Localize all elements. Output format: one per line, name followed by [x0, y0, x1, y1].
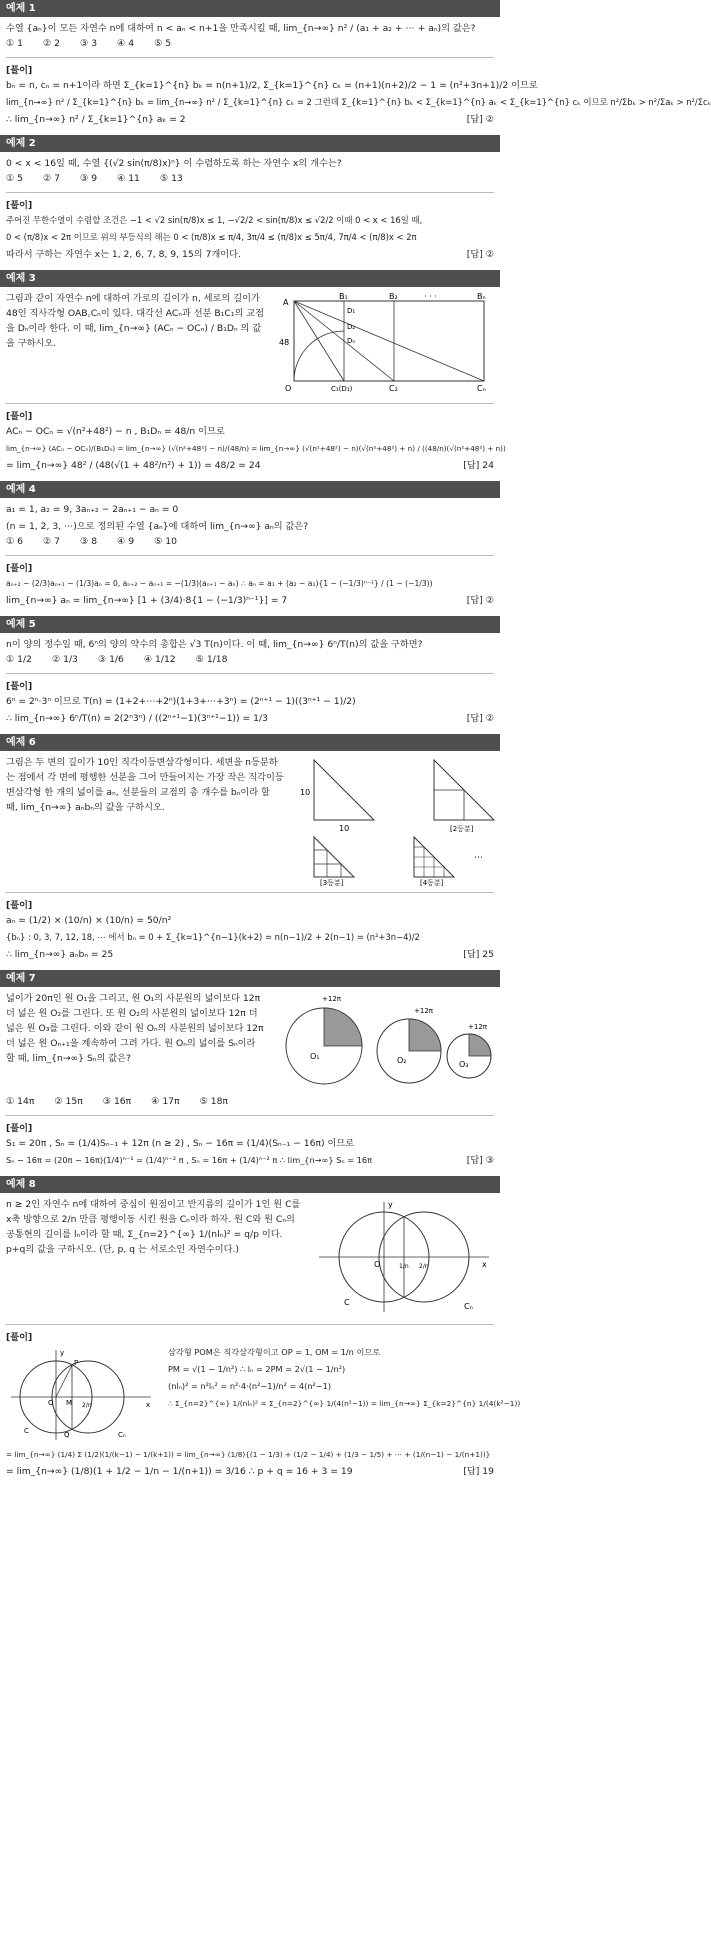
example-8-solution-figure — [0, 1343, 162, 1445]
solution-line: 삼각형 POM은 직각삼각형이고 OP = 1, OM = 1/n 이므로 — [168, 1347, 381, 1357]
solution-line: ∴ lim_{n→∞} 6ⁿ/T(n) = 2(2ⁿ3ⁿ) / ((2ⁿ⁺¹−1)(3ⁿ⁺¹−1)) = 1/3 — [6, 713, 268, 724]
example-8-solution-body — [0, 1343, 521, 1445]
label-plus: +12π — [468, 1023, 487, 1031]
solution-line: 따라서 구하는 자연수 x는 1, 2, 6, 7, 8, 9, 15의 7개이다. — [6, 249, 241, 260]
choice: ⑤ 5 — [154, 38, 172, 49]
label-o: O — [285, 384, 292, 393]
solution-line: aₙ = (1/2) × (10/n) × (10/n) = 50/n² — [6, 915, 172, 926]
choice: ③ 9 — [80, 173, 98, 184]
label-2n: 2/n — [419, 1263, 429, 1270]
label-y: y — [388, 1200, 393, 1209]
label-2n: 2/n — [82, 1402, 92, 1409]
solution-line: bₙ = n, cₙ = n+1이라 하면 Σ_{k=1}^{n} bₖ = n(n+1)/2, Σ_{k=1}^{n} cₖ = (n+1)(n+2)/2 − 1 = (n²+3n+1)/2 이므로 — [6, 80, 538, 91]
solution-final-row — [0, 1151, 500, 1168]
label-o: O — [48, 1399, 54, 1407]
example-4-choices — [0, 534, 500, 551]
label-o: O — [374, 1260, 381, 1269]
solution-heading: [풀이] — [6, 900, 33, 911]
solution-line: PM = √(1 − 1/n²) ∴ lₙ = 2PM = 2√(1 − 1/n²) — [168, 1364, 346, 1374]
answer-label: [답] ③ — [466, 1155, 494, 1166]
example-7-figure — [274, 987, 500, 1094]
example-7-body — [0, 987, 500, 1094]
choice: ① 5 — [6, 173, 24, 184]
example-3-question: 그림과 같이 자연수 n에 대하여 가로의 길이가 n, 세로의 길이가 48인 직사각형 OAB꜀Cₙ이 있다. 대각선 ACₙ과 선분 B₁C₁의 교점을 Dₙ이라 한다. 이 때, lim_{n→∞} (ACₙ − OCₙ) / B₁Dₙ 의 값을 구하시오. — [6, 293, 265, 349]
label-3-part: [3등분] — [320, 879, 344, 887]
solution-line: (nlₙ)² = n²lₙ² = n²·4·(n²−1)/n² = 4(n²−1) — [168, 1381, 332, 1391]
solution-line: = lim_{n→∞} (1/4) Σ (1/2)(1/(k−1) − 1/(k+1)) = lim_{n→∞} (1/8){(1 − 1/3) + (1/2 − 1/4) + (1/3 − 1/5) + ⋯ + (1/(n−1) − 1/(n+1))} — [6, 1450, 491, 1459]
solution-line: lim_{n→∞} n² / Σ_{k=1}^{n} bₖ = lim_{n→∞} n² / Σ_{k=1}^{n} cₖ = 2 그런데 Σ_{k=1}^{n} bₖ < Σ_{k=1}^{n} aₖ < Σ_{k=1}^{n} cₖ 이므로 n²/Σbₖ > n²/Σaₖ > n²/Σcₖ — [6, 97, 711, 107]
example-1-question: 수열 {aₙ}이 모든 자연수 n에 대하여 n < aₙ < n+1을 만족시킬 때, lim_{n→∞} n² / (a₁ + a₂ + ⋯ + aₙ)의 값은? — [6, 23, 476, 34]
label-o2: O₂ — [397, 1056, 407, 1065]
choice: ① 6 — [6, 536, 24, 547]
example-6-question: 그림은 두 변의 길이가 10인 직각이등변삼각형이다. 세변을 n등분하는 점에서 각 변에 평행한 선분을 그어 만들어지는 가장 작은 직각이등변삼각형 한 개의 넓이를 aₙ, 선분들의 교점의 총 개수를 bₙ이라 할 때, lim_{n→∞} aₙbₙ의 값을 구하시오. — [6, 757, 284, 813]
answer-label: [답] ② — [466, 114, 494, 125]
example-5-question: n이 양의 정수일 때, 6ⁿ의 양의 약수의 총합은 √3 T(n)이다. 이 때, lim_{n→∞} 6ⁿ/T(n)의 값을 구하면? — [6, 639, 423, 650]
solution-line: Sₙ − 16π = (20π − 16π)(1/4)ⁿ⁻¹ = (1/4)ⁿ⁻² π , Sₙ = 16π + (1/4)ⁿ⁻² π ∴ lim_{n→∞} Sₙ = 16π — [6, 1155, 373, 1165]
label-c1: C₁(D₁) — [331, 385, 353, 393]
solution-final-row — [0, 245, 500, 262]
arc — [294, 331, 344, 381]
choice: ④ 17π — [151, 1096, 180, 1107]
label-x: x — [146, 1401, 151, 1409]
solution-heading: [풀이] — [6, 681, 33, 692]
choice: ③ 8 — [80, 536, 98, 547]
example-3-title: 예제 3 — [0, 270, 500, 287]
example-5-choices — [0, 652, 500, 669]
diagonal-line — [294, 301, 484, 381]
label-m: M — [66, 1399, 73, 1407]
example-5-title: 예제 5 — [0, 616, 500, 633]
choice: ② 7 — [43, 536, 61, 547]
ellipsis: ⋯ — [474, 853, 483, 863]
choice: ① 1 — [6, 38, 24, 49]
label-side: 10 — [300, 788, 311, 797]
ellipsis: · · · — [424, 292, 437, 301]
choice: ② 1/3 — [51, 654, 78, 665]
solution-line: lim_{n→∞} (ACₙ − OCₙ)/(B₁Dₙ) = lim_{n→∞} (√(n²+48²) − n)/(48/n) = lim_{n→∞} (√(n²+48²) − n)(√(n²+48²) + n) / ((48/n)(√(n²+48²) + n)) — [6, 444, 506, 453]
label-x: x — [482, 1260, 487, 1269]
label-o1: O₁ — [310, 1052, 320, 1061]
solution-final-row — [0, 1462, 500, 1479]
diagonal-line — [294, 301, 344, 381]
circles-diagram — [274, 991, 494, 1091]
answer-label: [답] ② — [466, 713, 494, 724]
solution-final-row — [0, 945, 500, 962]
example-1-title: 예제 1 — [0, 0, 500, 17]
solution-final-row — [0, 591, 500, 608]
solution-line: {bₙ} : 0, 3, 7, 12, 18, ⋯ 에서 bₙ = 0 + Σ_{k=1}^{n−1}(k+2) = n(n−1)/2 + 2(n−1) = (n²+3n−4)/2 — [6, 932, 420, 942]
solution-heading: [풀이] — [6, 1123, 33, 1134]
answer-label: [답] 24 — [463, 460, 494, 471]
solution-line: 0 < (π/8)x < 2π 이므로 위의 부등식의 해는 0 < (π/8)x ≤ π/4, 3π/4 ≤ (π/8)x ≤ 5π/4, 7π/4 < (π/8)x < 2π — [6, 232, 417, 242]
solution-heading: [풀이] — [6, 1332, 33, 1343]
answer-label: [답] 25 — [463, 949, 494, 960]
solution-circles-diagram — [6, 1347, 156, 1442]
label-o3: O₃ — [459, 1060, 469, 1069]
answer-label: [답] ② — [466, 595, 494, 606]
answer-label: [답] 19 — [463, 1466, 494, 1477]
example-8-title: 예제 8 — [0, 1176, 500, 1193]
example-4-question-line: (n = 1, 2, 3, ⋯)으로 정의된 수열 {aₙ}에 대하여 lim_{n→∞} aₙ의 값은? — [6, 521, 309, 532]
example-8-question: n ≥ 2인 자연수 n에 대하여 중심이 원점이고 반지름의 길이가 1인 원 C를 x축 방향으로 2/n 만큼 평행이동 시킨 원을 Cₙ이라 하자. 원 C와 원 Cₙ의 공통현의 길이를 lₙ이라 할 때, Σ_{n=2}^{∞} 1/(nlₙ)² = q/p 이다. p+q의 값을 구하시오. (단, p, q 는 서로소인 자연수이다.) — [6, 1199, 301, 1255]
example-2-question: 0 < x < 16일 때, 수열 {(√2 sin(π/8)x)ⁿ} 이 수렴하도록 하는 자연수 x의 개수는? — [6, 158, 342, 169]
label-cn: Cₙ — [118, 1431, 126, 1439]
choice: ④ 9 — [117, 536, 135, 547]
choice: ① 14π — [6, 1096, 35, 1107]
solution-heading: [풀이] — [6, 200, 33, 211]
solution-line: = lim_{n→∞} (1/8)(1 + 1/2 − 1/n − 1/(n+1)) = 3/16 ∴ p + q = 16 + 3 = 19 — [6, 1466, 353, 1477]
choice: ⑤ 10 — [154, 536, 177, 547]
example-6-figure — [294, 751, 500, 888]
circles-axes-diagram — [314, 1197, 494, 1317]
label-p: P — [74, 1359, 79, 1367]
solution-heading: [풀이] — [6, 65, 33, 76]
label-plus: +12π — [414, 1007, 433, 1015]
example-8-body — [0, 1193, 500, 1320]
solution-line: lim_{n→∞} aₙ = lim_{n→∞} [1 + (3/4)·8{1 − (−1/3)ⁿ⁻¹}] = 7 — [6, 595, 288, 606]
label-b2: B₂ — [389, 292, 398, 301]
solution-line: aₙ₊₂ − (2/3)aₙ₊₁ − (1/3)aₙ = 0, aₙ₊₂ − aₙ₊₁ = −(1/3)(aₙ₊₁ − aₙ) ∴ aₙ = a₁ + (a₂ − a₁){1 − (−1/3)ⁿ⁻¹} / (1 − (−1/3)) — [6, 579, 433, 588]
example-8-figure — [314, 1193, 500, 1320]
example-3-body — [0, 287, 500, 399]
solution-line: ∴ lim_{n→∞} aₙbₙ = 25 — [6, 949, 114, 960]
rectangle-diagram — [279, 291, 494, 396]
triangle-main — [314, 760, 374, 820]
example-4-title: 예제 4 — [0, 481, 500, 498]
choice: ⑤ 13 — [159, 173, 183, 184]
solution-line: S₁ = 20π , Sₙ = (1/4)Sₙ₋₁ + 12π (n ≥ 2) , Sₙ − 16π = (1/4)(Sₙ₋₁ − 16π) 이므로 — [6, 1138, 355, 1149]
choice: ⑤ 18π — [199, 1096, 228, 1107]
solution-line: 주어진 무한수열이 수렴할 조건은 −1 < √2 sin(π/8)x ≤ 1, −√2/2 < sin(π/8)x ≤ √2/2 이때 0 < x < 16일 때, — [6, 215, 423, 225]
answer-label: [답] ② — [466, 249, 494, 260]
choice: ② 2 — [43, 38, 61, 49]
solution-heading: [풀이] — [6, 563, 33, 574]
example-7-title: 예제 7 — [0, 970, 500, 987]
label-base: 10 — [339, 824, 350, 833]
label-cn: Cₙ — [477, 384, 486, 393]
label-48: 48 — [279, 338, 290, 347]
choice: ④ 11 — [117, 173, 140, 184]
example-2-title: 예제 2 — [0, 135, 500, 152]
label-dn: Dₙ — [347, 337, 356, 345]
choice: ② 15π — [54, 1096, 83, 1107]
choice: ④ 4 — [117, 38, 135, 49]
solution-final-row — [0, 456, 500, 473]
label-plus: +12π — [322, 995, 341, 1003]
triangle-diagram — [294, 755, 494, 885]
label-d2: D₂ — [347, 323, 356, 331]
example-8-solution-text — [162, 1343, 526, 1445]
label-a: A — [283, 298, 289, 307]
choice: ② 7 — [43, 173, 61, 184]
choice: ③ 1/6 — [97, 654, 124, 665]
solution-final-row — [0, 709, 500, 726]
label-4-part: [4등분] — [420, 879, 444, 887]
label-2-part: [2등분] — [450, 825, 474, 833]
example-4-question-line: a₁ = 1, a₂ = 9, 3aₙ₊₂ − 2aₙ₊₁ − aₙ = 0 — [6, 504, 179, 515]
choice: ⑤ 1/18 — [195, 654, 228, 665]
example-6-title: 예제 6 — [0, 734, 500, 751]
example-6-body — [0, 751, 500, 888]
label-d1: D₁ — [347, 307, 356, 315]
choice: ③ 16π — [102, 1096, 132, 1107]
label-c: C — [24, 1427, 29, 1435]
label-1n: 1/n — [399, 1263, 409, 1270]
solution-heading: [풀이] — [6, 411, 33, 422]
quarter-o1 — [324, 1008, 362, 1046]
example-3-figure — [279, 287, 500, 399]
label-b1: B₁ — [339, 292, 348, 301]
example-1-choices — [0, 36, 500, 53]
label-bn: Bₙ — [477, 292, 486, 301]
solution-line: ACₙ − OCₙ = √(n²+48²) − n , B₁Dₙ = 48/n 이므로 — [6, 426, 225, 437]
example-7-question: 넓이가 20π인 원 O₁을 그리고, 원 O₁의 사분원의 넓이보다 12π 더 넓은 원 O₂를 그린다. 또 원 O₂의 사분원의 넓이보다 12π 더 넓은 원 O₃를 그린다. 이와 같이 원 Oₙ의 사분원의 넓이보다 12π 더 넓은 원 Oₙ₊₁을 계속하여 그려 가다. 원 Oₙ의 넓이를 Sₙ이라 할 때, lim_{n→∞} Sₙ의 값은? — [6, 993, 264, 1064]
solution-final-row — [0, 110, 500, 127]
choice: ③ 3 — [80, 38, 98, 49]
triangle-3-part — [314, 837, 354, 877]
label-c2: C₂ — [389, 384, 398, 393]
label-c: C — [344, 1298, 350, 1307]
solution-line: 6ⁿ = 2ⁿ·3ⁿ 이므로 T(n) = (1+2+⋯+2ⁿ)(1+3+⋯+3ⁿ) = (2ⁿ⁺¹ − 1)((3ⁿ⁺¹ − 1)/2) — [6, 696, 356, 707]
label-y: y — [60, 1349, 65, 1357]
choice: ① 1/2 — [6, 654, 32, 665]
quarter-o3 — [469, 1034, 491, 1056]
quarter-o2 — [409, 1019, 441, 1051]
choice: ④ 1/12 — [143, 654, 176, 665]
example-7-choices — [0, 1094, 500, 1111]
solution-line: = lim_{n→∞} 48² / (48(√(1 + 48²/n²) + 1)) = 48/2 = 24 — [6, 460, 261, 471]
label-q: Q — [64, 1431, 70, 1439]
solution-line: ∴ Σ_{n=2}^{∞} 1/(nlₙ)² = Σ_{n=2}^{∞} 1/(4(n²−1)) = lim_{n→∞} Σ_{k=2}^{n} 1/(4(k²−1)) — [168, 1399, 521, 1408]
example-2-choices — [0, 171, 500, 188]
solution-line: ∴ lim_{n→∞} n² / Σ_{k=1}^{n} aₖ = 2 — [6, 114, 186, 125]
label-cn: Cₙ — [464, 1302, 473, 1311]
